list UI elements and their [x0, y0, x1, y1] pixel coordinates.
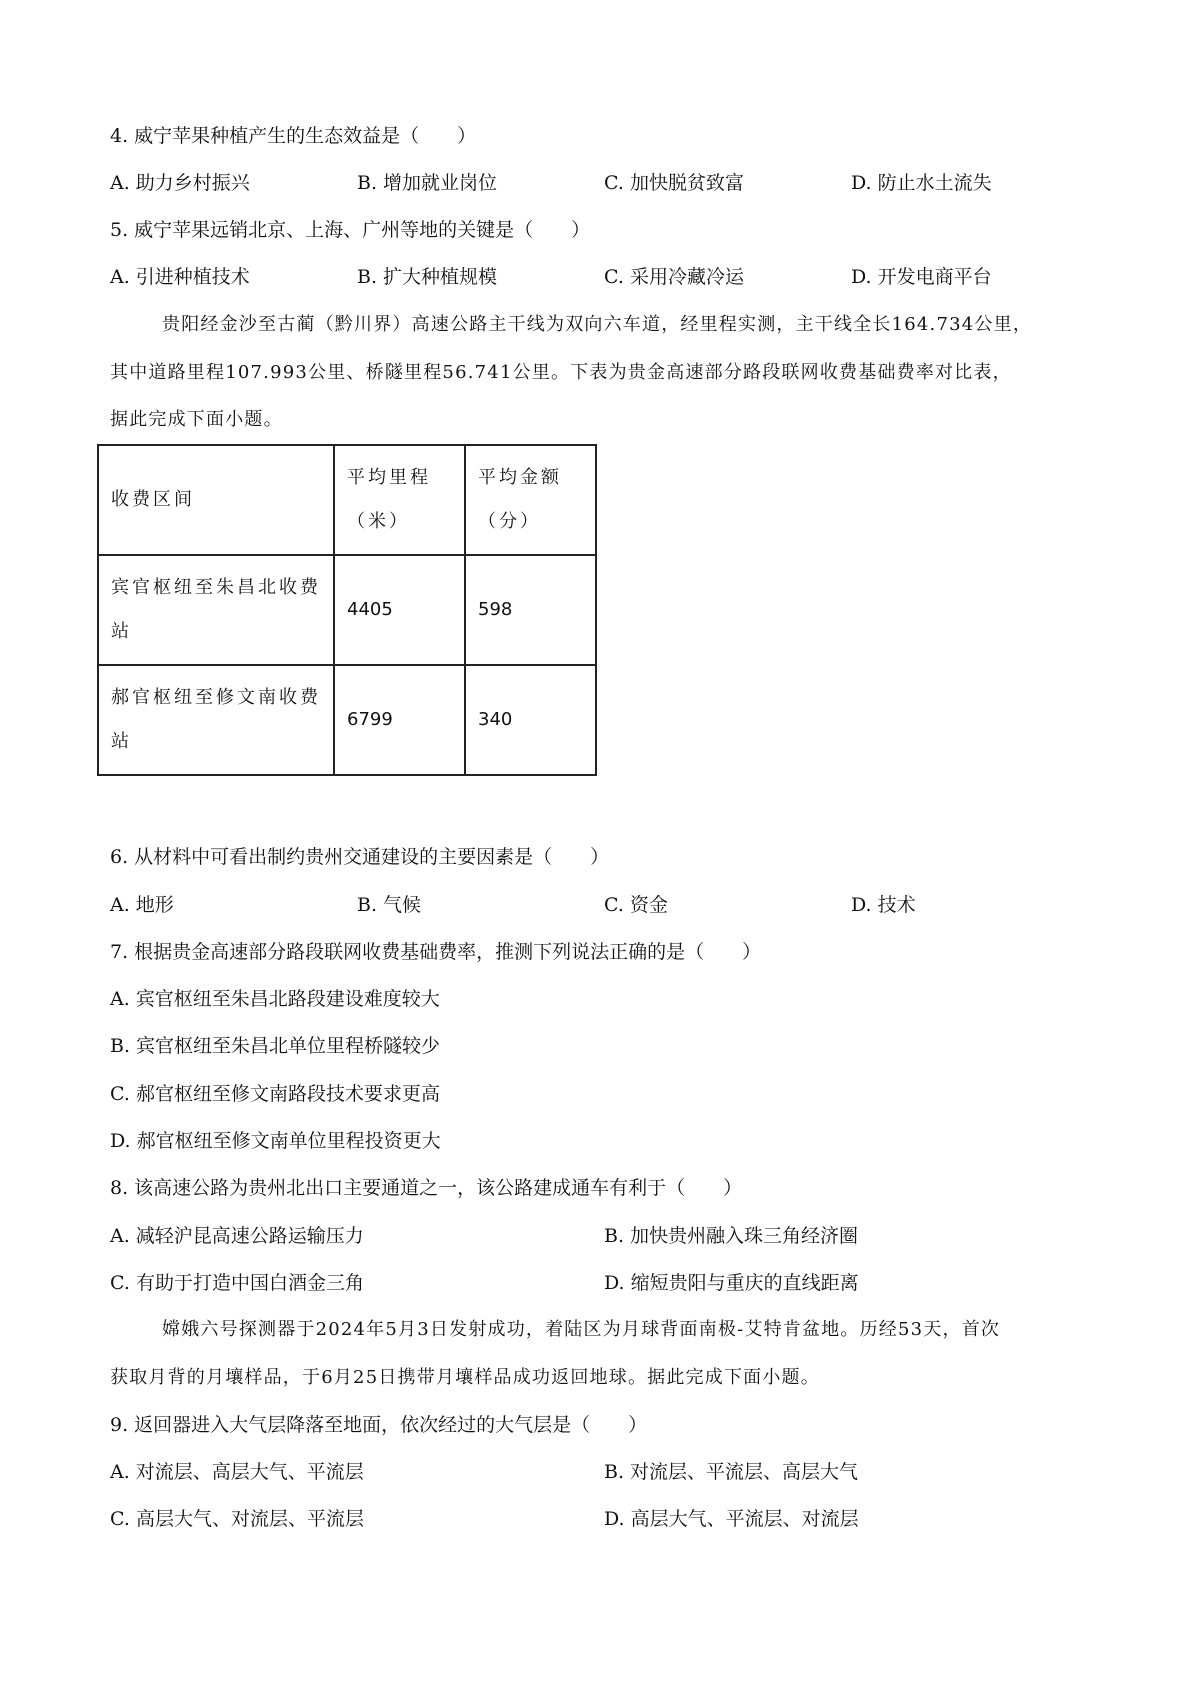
- table-row: [98, 555, 596, 665]
- question-8-option-c: C. 有助于打造中国白酒金三角: [110, 1272, 364, 1294]
- question-6-option-c: C. 资金: [604, 894, 668, 916]
- question-4-option-c: C. 加快脱贫致富: [604, 172, 744, 194]
- question-9-option-a: A. 对流层、高层大气、平流层: [110, 1461, 364, 1483]
- question-8-stem: 8. 该高速公路为贵州北出口主要通道之一，该公路建成通车有利于（ ）: [110, 1177, 743, 1199]
- question-7-option-b: B. 宾官枢纽至朱昌北单位里程桥隧较少: [110, 1035, 441, 1057]
- question-5-stem: 5. 威宁苹果远销北京、上海、广州等地的关键是（ ）: [110, 219, 591, 241]
- passage-2-line-2: 获取月背的月壤样品，于6月25日携带月壤样品成功返回地球。据此完成下面小题。: [110, 1367, 820, 1388]
- passage-1-line-3: 据此完成下面小题。: [110, 409, 283, 430]
- question-7-option-d: D. 郝官枢纽至修文南单位里程投资更大: [110, 1130, 441, 1152]
- passage-1-line-2: 其中道路里程107.993公里、桥隧里程56.741公里。下表为贵金高速部分路段联网收费基础费率对比表，: [110, 362, 1012, 383]
- passage-2-line-1: 嫦娥六号探测器于2024年5月3日发射成功，着陆区为月球背面南极-艾特肯盆地。历经53天，首次: [162, 1319, 1001, 1340]
- question-5-option-d: D. 开发电商平台: [851, 266, 992, 288]
- table-header-cell: 收费区间: [98, 445, 334, 555]
- table-cell: 340: [465, 665, 596, 775]
- table-cell: 郝官枢纽至修文南收费站: [98, 665, 334, 775]
- table-cell: 4405: [334, 555, 465, 665]
- question-5-option-a: A. 引进种植技术: [110, 266, 250, 288]
- question-7-stem: 7. 根据贵金高速部分路段联网收费基础费率，推测下列说法正确的是（ ）: [110, 941, 762, 963]
- question-9-option-c: C. 高层大气、对流层、平流层: [110, 1508, 364, 1530]
- question-5-option-c: C. 采用冷藏冷运: [604, 266, 744, 288]
- table-cell: 宾官枢纽至朱昌北收费站: [98, 555, 334, 665]
- table-cell: 598: [465, 555, 596, 665]
- question-4-option-b: B. 增加就业岗位: [357, 172, 498, 194]
- question-7-option-a: A. 宾官枢纽至朱昌北路段建设难度较大: [110, 988, 440, 1010]
- question-9-stem: 9. 返回器进入大气层降落至地面，依次经过的大气层是（ ）: [110, 1414, 648, 1436]
- question-9-option-d: D. 高层大气、平流层、对流层: [604, 1508, 859, 1530]
- question-7-option-c: C. 郝官枢纽至修文南路段技术要求更高: [110, 1083, 440, 1105]
- passage-1-line-1: 贵阳经金沙至古蔺（黔川界）高速公路主干线为双向六车道，经里程实测，主干线全长164.734公里，: [162, 314, 1033, 335]
- question-6-option-a: A. 地形: [110, 894, 174, 916]
- table-row: [98, 665, 596, 775]
- question-4-option-a: A. 助力乡村振兴: [110, 172, 250, 194]
- fee-rate-table: [97, 444, 597, 776]
- question-4-stem: 4. 威宁苹果种植产生的生态效益是（ ）: [110, 125, 477, 147]
- question-9-option-b: B. 对流层、平流层、高层大气: [604, 1461, 859, 1483]
- question-6-option-d: D. 技术: [851, 894, 916, 916]
- question-6-stem: 6. 从材料中可看出制约贵州交通建设的主要因素是（ ）: [110, 846, 610, 868]
- question-8-option-d: D. 缩短贵阳与重庆的直线距离: [604, 1272, 859, 1294]
- question-4-option-d: D. 防止水土流失: [851, 172, 992, 194]
- table-header-cell: 平均里程（米）: [334, 445, 465, 555]
- question-5-option-b: B. 扩大种植规模: [357, 266, 498, 288]
- table-header-row: [98, 445, 596, 555]
- question-6-option-b: B. 气候: [357, 894, 422, 916]
- question-8-option-b: B. 加快贵州融入珠三角经济圈: [604, 1225, 859, 1247]
- table-header-cell: 平均金额（分）: [465, 445, 596, 555]
- question-8-option-a: A. 减轻沪昆高速公路运输压力: [110, 1225, 364, 1247]
- table-cell: 6799: [334, 665, 465, 775]
